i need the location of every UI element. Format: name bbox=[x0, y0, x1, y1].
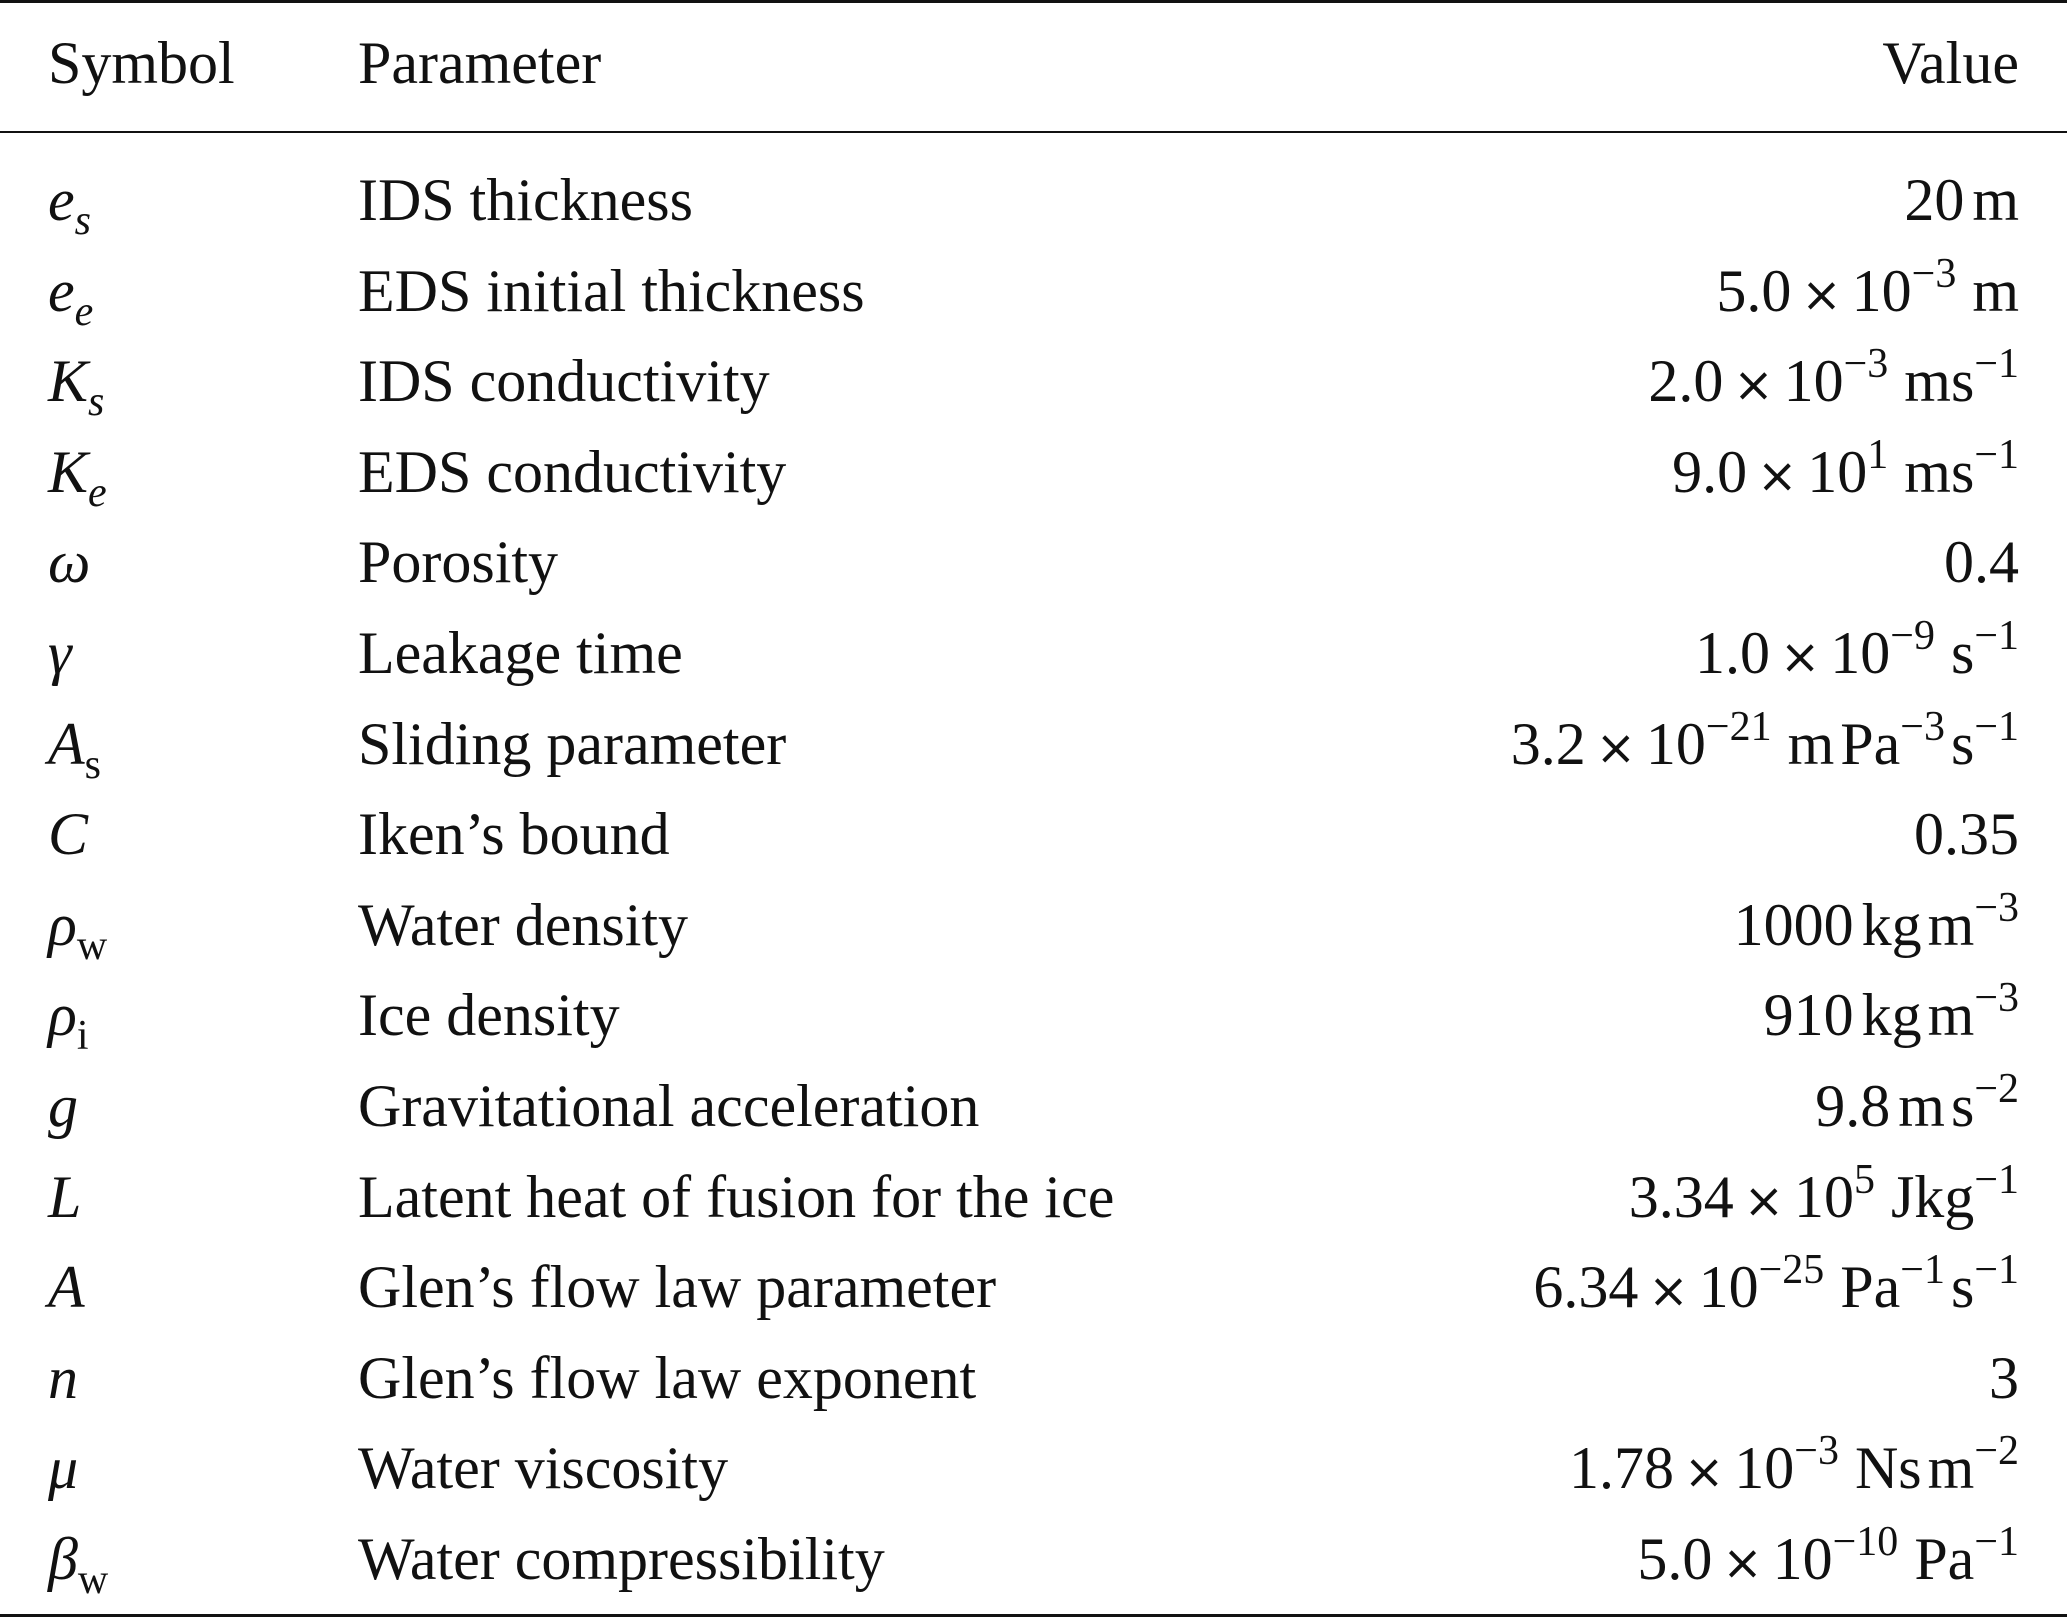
value-base: 10 bbox=[1734, 1435, 1795, 1502]
value-cell bbox=[1904, 155, 2019, 245]
unit-base: s bbox=[1950, 710, 1975, 777]
table-bottom-rule bbox=[0, 1614, 2067, 1617]
value-cell bbox=[1764, 970, 2019, 1060]
unit-power: −3 bbox=[1974, 884, 2019, 931]
table-row bbox=[0, 517, 2067, 607]
unit-base: s bbox=[1950, 1254, 1975, 1321]
table-row bbox=[0, 880, 2067, 970]
table-top-rule bbox=[0, 0, 2067, 3]
value-mantissa: 3.34 bbox=[1628, 1163, 1734, 1230]
value-mantissa: 1000 bbox=[1733, 891, 1854, 958]
value-mantissa: 9.8 bbox=[1815, 1073, 1891, 1139]
times-sign: × bbox=[1743, 1172, 1784, 1229]
symbol-letter: γ bbox=[48, 620, 72, 686]
value-mantissa: 0.4 bbox=[1944, 529, 2019, 596]
symbol-letter: μ bbox=[48, 1435, 79, 1502]
symbol-cell bbox=[48, 1242, 85, 1332]
unit-power: −1 bbox=[1974, 431, 2019, 478]
value-mantissa: 9.0 bbox=[1672, 438, 1748, 505]
unit-base: m bbox=[1972, 257, 2019, 324]
symbol-cell bbox=[48, 517, 90, 607]
times-sign: × bbox=[1722, 1535, 1763, 1591]
table-header-rule bbox=[0, 131, 2067, 133]
symbol-cell bbox=[48, 789, 88, 879]
table-row bbox=[0, 336, 2067, 426]
unit-base: m bbox=[1927, 891, 1975, 958]
symbol-cell bbox=[48, 1423, 78, 1513]
symbol-cell bbox=[48, 1061, 78, 1151]
unit-base: m bbox=[1898, 1073, 1945, 1139]
parameter-cell: Gravitational acceleration bbox=[358, 1073, 980, 1139]
value-exponent: −21 bbox=[1705, 703, 1772, 750]
unit-power: −2 bbox=[1974, 1428, 2019, 1475]
value-cell bbox=[1944, 517, 2019, 607]
symbol-letter: g bbox=[48, 1073, 78, 1139]
symbol-letter: K bbox=[48, 348, 89, 415]
symbol-letter: A bbox=[48, 1254, 85, 1321]
table-row bbox=[0, 1333, 2067, 1423]
times-sign: × bbox=[1684, 1444, 1725, 1501]
times-sign: × bbox=[1757, 447, 1798, 504]
symbol-letter: C bbox=[48, 801, 89, 868]
symbol-letter: n bbox=[48, 1344, 78, 1411]
symbol-subscript: i bbox=[76, 1013, 89, 1060]
symbol-cell bbox=[48, 608, 72, 698]
unit-base: kg bbox=[1861, 982, 1922, 1049]
unit-base: m bbox=[1927, 1435, 1975, 1502]
parameter-cell: IDS thickness bbox=[358, 167, 693, 233]
value-cell bbox=[1815, 1061, 2019, 1151]
value-base: 10 bbox=[1772, 1526, 1833, 1592]
value-cell bbox=[1716, 246, 2019, 336]
symbol-letter: ω bbox=[48, 529, 91, 596]
value-mantissa: 0.35 bbox=[1914, 801, 2019, 868]
value-base: 10 bbox=[1698, 1254, 1759, 1321]
value-exponent: −3 bbox=[1794, 1428, 1839, 1475]
header-value: Value bbox=[1882, 30, 2019, 96]
value-cell bbox=[1648, 336, 2019, 426]
symbol-cell bbox=[48, 699, 101, 789]
parameter-cell: Glen’s flow law exponent bbox=[358, 1344, 977, 1411]
value-mantissa: 20 bbox=[1904, 167, 1965, 233]
times-sign: × bbox=[1780, 629, 1821, 685]
value-cell bbox=[1734, 880, 2019, 970]
times-sign: × bbox=[1595, 719, 1636, 776]
table-row bbox=[0, 1242, 2067, 1332]
unit-base: Jkg bbox=[1890, 1163, 1975, 1230]
unit-power: −1 bbox=[1974, 613, 2019, 659]
unit-base: Pa bbox=[1914, 1526, 1975, 1592]
table-row bbox=[0, 608, 2067, 698]
symbol-letter: e bbox=[48, 257, 75, 324]
symbol-letter: K bbox=[48, 438, 89, 505]
table-row bbox=[0, 1152, 2067, 1242]
value-cell bbox=[1629, 1152, 2019, 1242]
value-mantissa: 3 bbox=[1989, 1344, 2019, 1411]
unit-power: −1 bbox=[1974, 341, 2019, 388]
parameter-cell: IDS conductivity bbox=[358, 348, 770, 415]
parameter-cell: Iken’s bound bbox=[358, 801, 670, 868]
unit-base: Pa bbox=[1840, 710, 1901, 777]
unit-power: −1 bbox=[1900, 1247, 1945, 1294]
symbol-subscript: e bbox=[74, 288, 94, 335]
times-sign: × bbox=[1648, 1263, 1689, 1320]
unit-power: −3 bbox=[1974, 975, 2019, 1022]
parameter-cell: Porosity bbox=[358, 529, 559, 596]
unit-power: −1 bbox=[1974, 1247, 2019, 1294]
value-exponent: 1 bbox=[1867, 431, 1889, 478]
symbol-cell bbox=[48, 1152, 81, 1242]
value-cell bbox=[1914, 789, 2019, 879]
header-symbol: Symbol bbox=[48, 30, 235, 96]
symbol-letter: ρ bbox=[48, 891, 77, 958]
table-row bbox=[0, 789, 2067, 879]
value-exponent: −10 bbox=[1832, 1519, 1899, 1565]
symbol-letter: e bbox=[48, 167, 75, 233]
value-exponent: −3 bbox=[1911, 250, 1957, 297]
unit-base: m bbox=[1927, 982, 1975, 1049]
symbol-cell bbox=[48, 155, 91, 245]
value-base: 10 bbox=[1645, 710, 1706, 777]
unit-base: Ns bbox=[1854, 1435, 1922, 1502]
unit-power: −1 bbox=[1974, 1519, 2019, 1565]
value-exponent: −9 bbox=[1890, 613, 1935, 659]
symbol-cell bbox=[48, 1333, 78, 1423]
unit-base: s bbox=[1950, 1073, 1975, 1139]
symbol-letter: β bbox=[48, 1526, 78, 1592]
parameter-cell: Sliding parameter bbox=[358, 710, 787, 777]
value-cell bbox=[1637, 1514, 2019, 1604]
table-row bbox=[0, 699, 2067, 789]
value-base: 10 bbox=[1807, 438, 1868, 505]
value-mantissa: 6.34 bbox=[1533, 1254, 1639, 1321]
value-mantissa: 1.78 bbox=[1569, 1435, 1675, 1502]
parameter-cell: Glen’s flow law parameter bbox=[358, 1254, 997, 1321]
symbol-letter: A bbox=[48, 710, 85, 777]
unit-base: kg bbox=[1861, 891, 1922, 958]
table-row bbox=[0, 970, 2067, 1060]
table-row bbox=[0, 427, 2067, 517]
value-mantissa: 5.0 bbox=[1637, 1526, 1713, 1592]
parameter-cell: EDS conductivity bbox=[358, 438, 787, 505]
table-row bbox=[0, 1514, 2067, 1604]
unit-base: ms bbox=[1904, 438, 1975, 505]
table-row bbox=[0, 1061, 2067, 1151]
parameter-cell: EDS initial thickness bbox=[358, 257, 865, 324]
value-cell bbox=[1533, 1242, 2019, 1332]
parameter-cell: Leakage time bbox=[358, 620, 683, 686]
symbol-subscript: w bbox=[77, 1557, 109, 1603]
times-sign: × bbox=[1801, 266, 1842, 323]
value-cell bbox=[1989, 1333, 2019, 1423]
unit-base: m bbox=[1787, 710, 1835, 777]
unit-base: s bbox=[1950, 620, 1975, 686]
parameter-cell: Latent heat of fusion for the ice bbox=[358, 1163, 1115, 1230]
header-parameter: Parameter bbox=[358, 30, 602, 96]
value-mantissa: 1.0 bbox=[1695, 620, 1771, 686]
value-exponent: −3 bbox=[1843, 341, 1889, 388]
symbol-letter: ρ bbox=[48, 982, 77, 1049]
unit-power: −3 bbox=[1900, 703, 1945, 750]
value-mantissa: 3.2 bbox=[1510, 710, 1586, 777]
symbol-subscript: w bbox=[76, 922, 108, 969]
symbol-cell bbox=[48, 880, 107, 970]
unit-power: −2 bbox=[1974, 1066, 2019, 1112]
times-sign: × bbox=[1733, 357, 1774, 414]
table-row bbox=[0, 1423, 2067, 1513]
parameter-cell: Water density bbox=[358, 891, 689, 958]
parameter-cell: Water viscosity bbox=[358, 1435, 729, 1502]
value-base: 10 bbox=[1793, 1163, 1854, 1230]
value-mantissa: 5.0 bbox=[1716, 257, 1792, 324]
symbol-subscript: s bbox=[88, 379, 105, 426]
value-mantissa: 910 bbox=[1763, 982, 1854, 1049]
value-base: 10 bbox=[1851, 257, 1912, 324]
value-exponent: 5 bbox=[1853, 1156, 1875, 1203]
symbol-cell bbox=[48, 970, 88, 1060]
unit-base: ms bbox=[1904, 348, 1975, 415]
unit-power: −1 bbox=[1974, 703, 2019, 750]
table-row bbox=[0, 246, 2067, 336]
unit-base: Pa bbox=[1840, 1254, 1901, 1321]
symbol-cell bbox=[48, 246, 93, 336]
value-base: 10 bbox=[1830, 620, 1891, 686]
unit-base: m bbox=[1972, 167, 2019, 233]
symbol-subscript: e bbox=[88, 469, 107, 516]
symbol-subscript: s bbox=[84, 741, 102, 788]
value-base: 10 bbox=[1783, 348, 1844, 415]
symbol-subscript: s bbox=[74, 198, 91, 244]
parameter-cell: Water compressibility bbox=[358, 1526, 885, 1592]
value-cell bbox=[1511, 699, 2019, 789]
value-cell bbox=[1695, 608, 2019, 698]
value-cell bbox=[1672, 427, 2019, 517]
value-mantissa: 2.0 bbox=[1648, 348, 1724, 415]
value-cell bbox=[1569, 1423, 2019, 1513]
symbol-cell bbox=[48, 1514, 108, 1604]
parameter-cell: Ice density bbox=[358, 982, 620, 1049]
unit-power: −1 bbox=[1974, 1156, 2019, 1203]
value-exponent: −25 bbox=[1758, 1247, 1825, 1294]
table-row bbox=[0, 155, 2067, 245]
symbol-cell bbox=[48, 336, 104, 426]
symbol-letter: L bbox=[48, 1163, 82, 1230]
symbol-cell bbox=[48, 427, 107, 517]
